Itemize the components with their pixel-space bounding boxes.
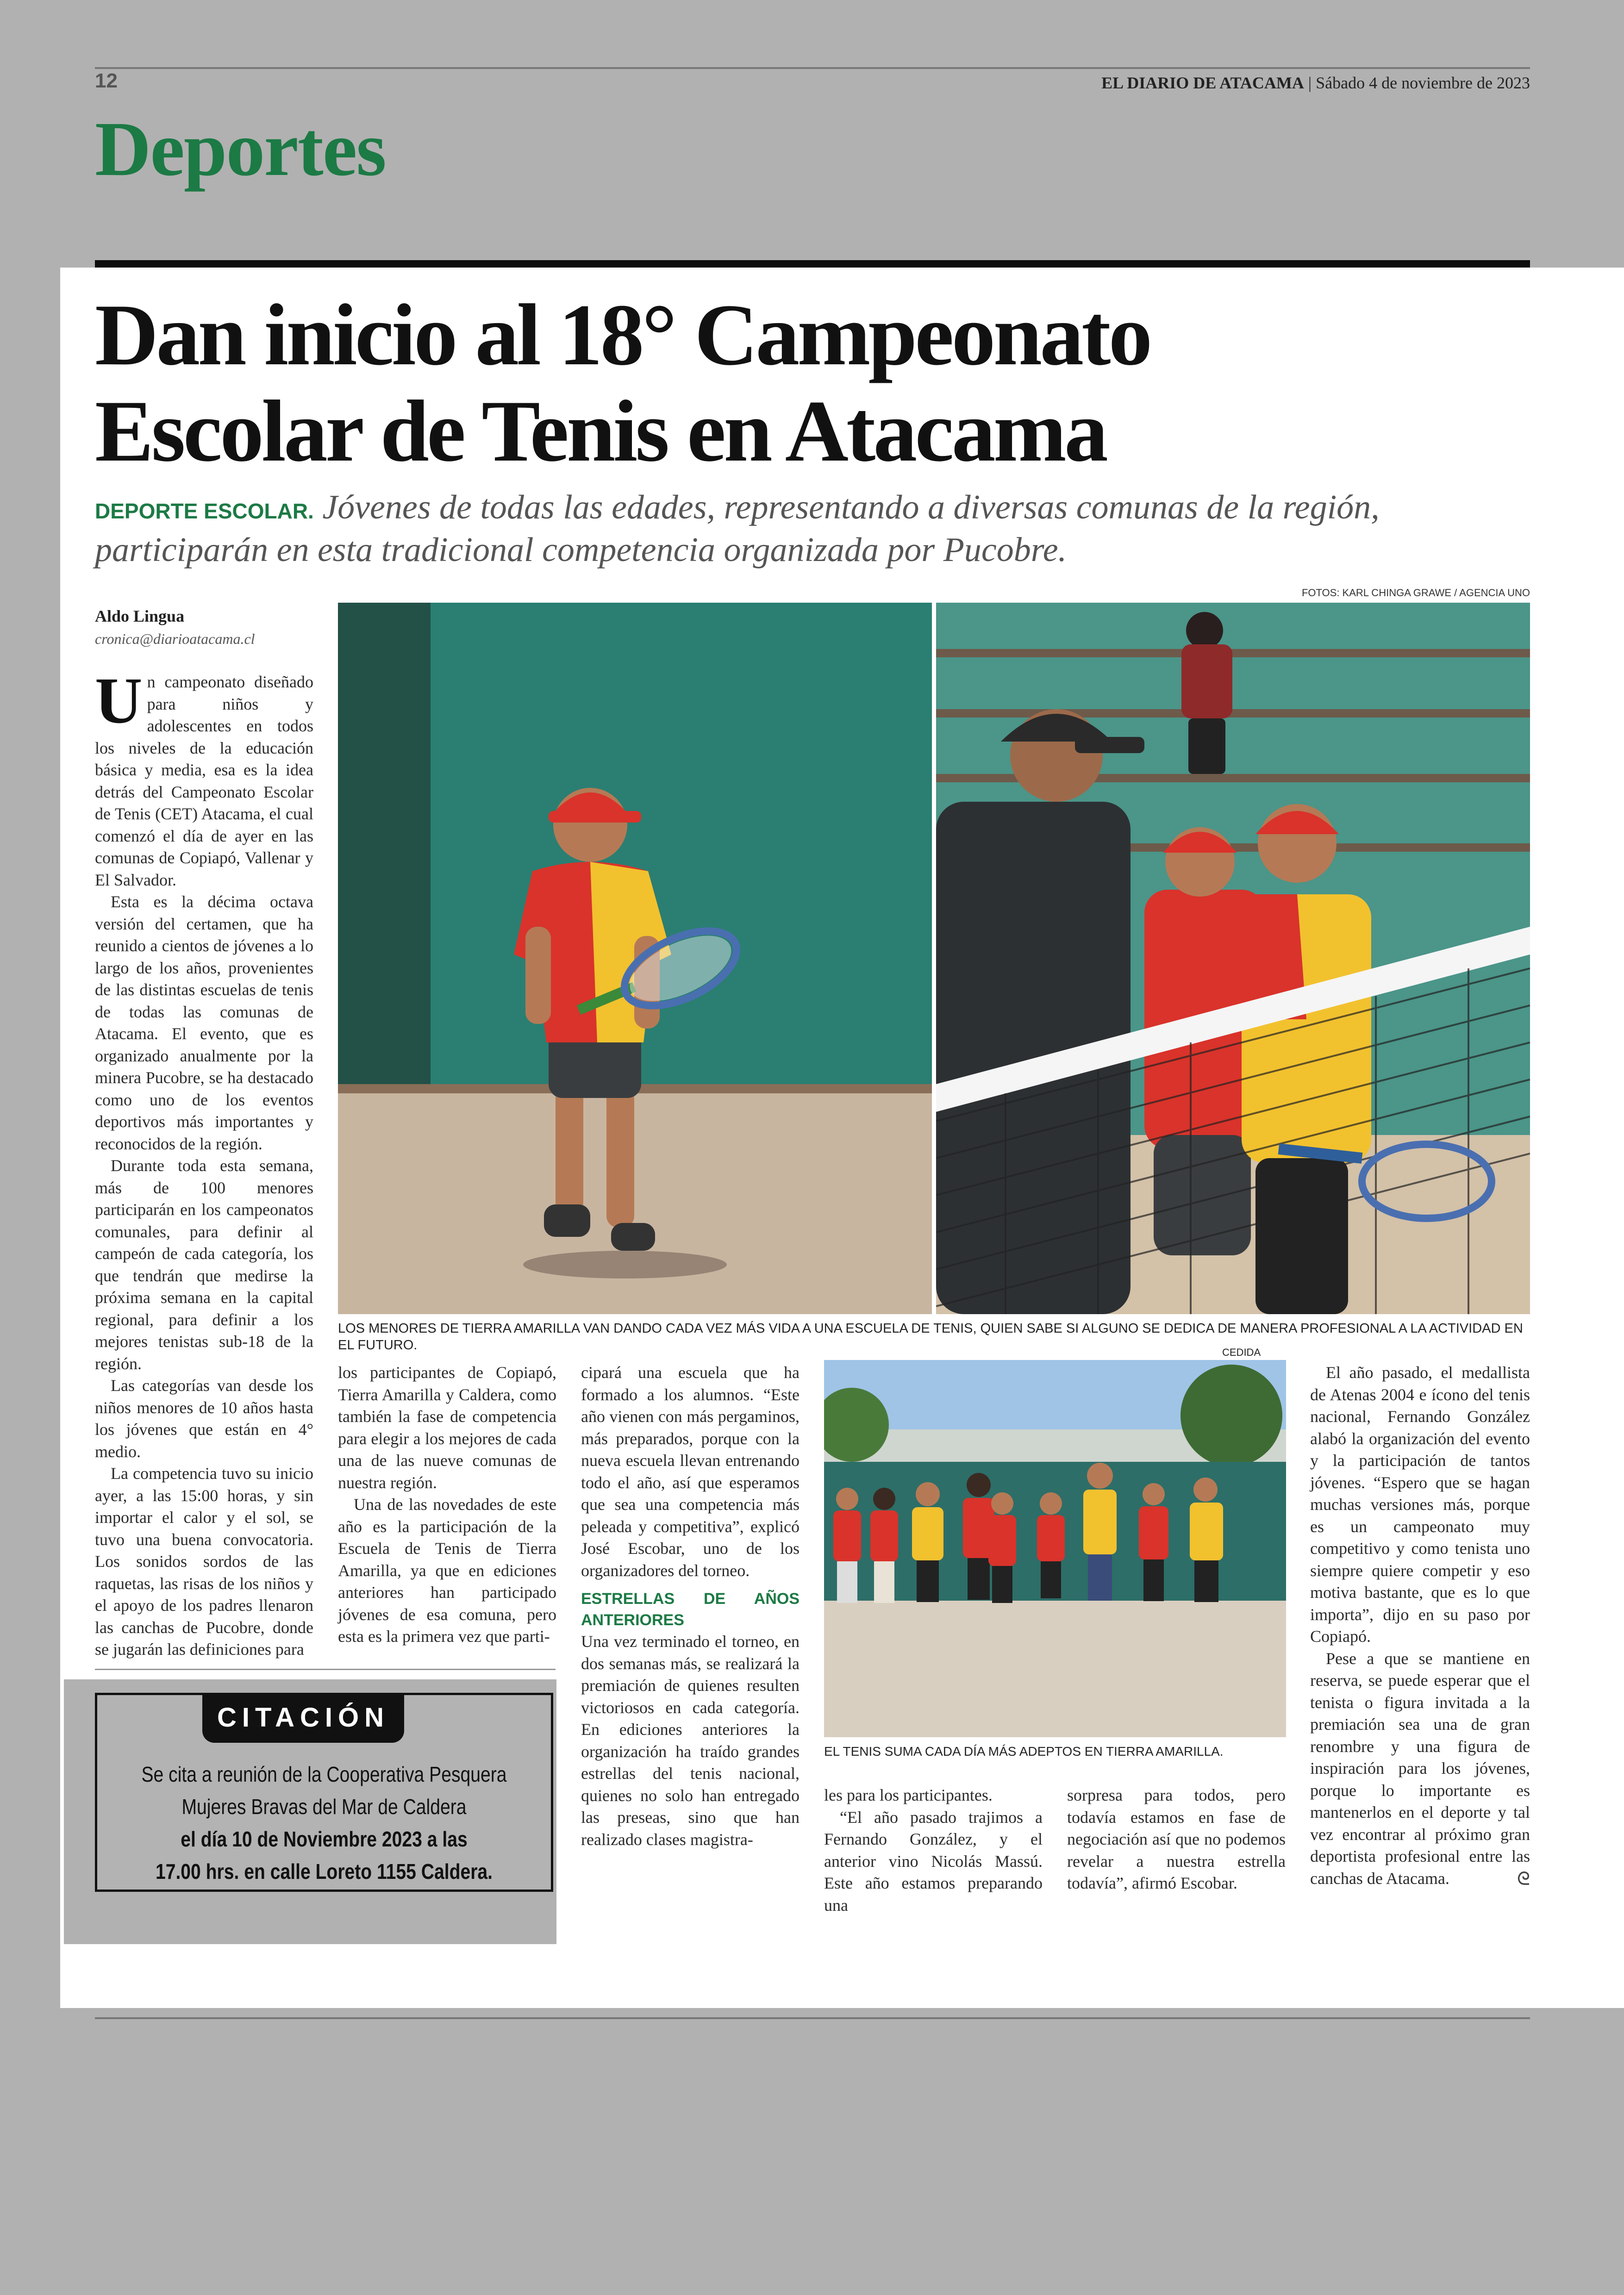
ad-divider bbox=[95, 1669, 556, 1670]
ad-title: CITACIÓN bbox=[202, 1693, 404, 1743]
column-6 bbox=[1310, 1362, 1530, 1890]
newspaper-name: EL DIARIO DE ATACAMA bbox=[1101, 74, 1304, 92]
photo-boy-tennis bbox=[338, 603, 932, 1314]
drop-cap: U bbox=[95, 664, 143, 737]
caption-main: LOS MENORES DE TIERRA AMARILLA VAN DANDO CADA VEZ MÁS VIDA A UNA ESCUELA DE TENIS, QUIEN SABE SI ALGUNO SE DEDICA DE MANERA PROFESIONAL A LA ACTIVIDAD EN EL FUTURO. bbox=[338, 1321, 1523, 1353]
ad-line-3: el día 10 de Noviembre 2023 a las bbox=[181, 1827, 468, 1851]
end-mark-icon: ᘓ bbox=[1517, 1868, 1530, 1889]
paragraph: Esta es la décima octava versión del certamen, que ha reunido a cientos de jóvenes a lo largo de los años, provenientes de las distintas escuelas de tenis de todas las comunas de Atacama. El evento, que es organizado anualmente por la minera Pucobre, se ha destacado como uno de los eventos deportivos más importantes y reconocidos de la región. bbox=[95, 892, 313, 1153]
paragraph: Una de las novedades de este año es la participación de la Escuela de Tenis de Tierra Amarilla, ya que en ediciones anteriores han participado jóvenes de esa comuna, pero esta es la primera vez que parti- bbox=[338, 1495, 556, 1646]
paragraph: La competencia tuvo su inicio ayer, a las 15:00 horas, y sin importar el calor y el sol, se tuvo una buena convocatoria. Los sonidos sordos de las raquetas, las risas de los niños y el apoyo de los padres llenaron las canchas de Pucobre, donde se jugarán las definiciones para bbox=[95, 1464, 313, 1659]
paragraph: “El año pasado trajimos a Fernando González, y el anterior vino Nicolás Massú. Este año estamos preparando una bbox=[824, 1808, 1043, 1915]
paragraph: El año pasado, el medallista de Atenas 2004 e ícono del tenis nacional, Fernando González alabó la organización del evento y la participación de tantos jóvenes. “Espero que se hagan muchas versiones más, porque es un campeonato muy competitivo y como tenista uno siempre quiere competir y eso motiva bastante, que es lo que importa”, dijo en su paso por Copiapó. bbox=[1310, 1363, 1530, 1646]
page-number: 12 bbox=[95, 69, 118, 92]
kicker: DEPORTE ESCOLAR. bbox=[95, 499, 314, 523]
footer-rule bbox=[95, 2017, 1530, 2019]
author-email: cronica@diarioatacama.cl bbox=[95, 630, 255, 647]
section-title: Deportes bbox=[95, 106, 386, 192]
column-5 bbox=[1067, 1784, 1286, 1895]
paragraph: Durante toda esta semana, más de 100 menores participarán en los campeonatos comunales, para definir al campeón de cada categoría, los que tendrán que medirse la próxima semana en la capital regional, para definir a los mejores tenistas sub-18 de la región. bbox=[95, 1156, 313, 1373]
header-rule bbox=[95, 67, 1530, 69]
headline-bar bbox=[95, 260, 1530, 268]
group-photo-credit: CEDIDA bbox=[1222, 1347, 1261, 1358]
column-2 bbox=[338, 1362, 556, 1648]
paragraph: Una vez terminado el torneo, en dos semanas más, se realizará la premiación de quienes resulten victoriosos en cada categoría. En ediciones anteriores la organización ha traído grandes estrellas del tenis nacional, quienes no solo han entregado las preseas, sino que han realizado clases magistra- bbox=[581, 1632, 800, 1849]
column-4 bbox=[824, 1784, 1043, 1916]
paragraph-text: Pese a que se mantiene en reserva, se puede esperar que el tenista o figura invitada a la premiación sea una de gran renombre y una figura de inspiración para los jóvenes, porque lo importante es mantenerlos en el deporte y tal vez encontrar al próximo gran deportista profesional entre las canchas de Atacama. bbox=[1310, 1649, 1530, 1888]
paragraph: los participantes de Copiapó, Tierra Amarilla y Caldera, como también la fase de competencia para elegir a los mejores de cada una de las nueve comunas de nuestra región. bbox=[338, 1363, 556, 1492]
masthead-date bbox=[1101, 73, 1530, 93]
author: Aldo Lingua bbox=[95, 607, 185, 625]
ad-text bbox=[139, 1758, 509, 1888]
column-3 bbox=[581, 1362, 800, 1851]
headline bbox=[95, 287, 1530, 480]
paragraph-text: n campeonato diseñado para niños y adolescentes en todos los niveles de la educación básica y media, esa es la idea detrás del Campeonato Escolar de Tenis (CET) Atacama, el cual comenzó el día de ayer en las comunas de Copiapó, Vallenar y El Salvador. bbox=[95, 673, 313, 889]
paragraph: Las categorías van desde los niños menores de 10 años hasta los jóvenes que están en 4° medio. bbox=[95, 1376, 313, 1461]
paragraph: cipará una escuela que ha formado a los alumnos. “Este año vienen con más pergaminos, más preparados, porque con la nueva escuela llevan entrenando todo el año, así que esperamos que sea una competencia más peleada y competitiva”, explicó José Escobar, uno de los organizadores del torneo. bbox=[581, 1363, 800, 1580]
paragraph: les para los participantes. bbox=[824, 1786, 993, 1804]
issue-date: Sábado 4 de noviembre de 2023 bbox=[1316, 74, 1530, 92]
ad-line-4: 17.00 hrs. en calle Loreto 1155 Caldera. bbox=[155, 1859, 493, 1883]
photo-group-kids bbox=[824, 1360, 1286, 1737]
column-1 bbox=[95, 664, 313, 1661]
ad-line-1: Se cita a reunión de la Cooperativa Pesquera bbox=[141, 1762, 507, 1786]
caption-group: EL TENIS SUMA CADA DÍA MÁS ADEPTOS EN TIERRA AMARILLA. bbox=[824, 1744, 1224, 1759]
paragraph bbox=[95, 664, 313, 891]
ad-line-2: Mujeres Bravas del Mar de Caldera bbox=[181, 1795, 467, 1819]
lede bbox=[95, 486, 1530, 571]
photo-credit: FOTOS: KARL CHINGA GRAWE / AGENCIA UNO bbox=[1301, 587, 1530, 599]
photo-coach-kids bbox=[936, 603, 1530, 1314]
subheading: ESTRELLAS DE AÑOS ANTERIORES bbox=[581, 1590, 800, 1629]
lede-text: Jóvenes de todas las edades, representando a diversas comunas de la región, participarán en esta tradicional competencia organizada por Pucobre. bbox=[95, 488, 1380, 569]
headline-line-2: Escolar de Tenis en Atacama bbox=[95, 383, 1106, 480]
paragraph: sorpresa para todos, pero todavía estamos en fase de negociación así que no podemos revelar a nuestra estrella todavía”, afirmó Escobar. bbox=[1067, 1786, 1286, 1892]
header-separator: | bbox=[1308, 74, 1312, 92]
headline-line-1: Dan inicio al 18° Campeonato bbox=[95, 287, 1150, 384]
paragraph bbox=[1310, 1648, 1530, 1890]
